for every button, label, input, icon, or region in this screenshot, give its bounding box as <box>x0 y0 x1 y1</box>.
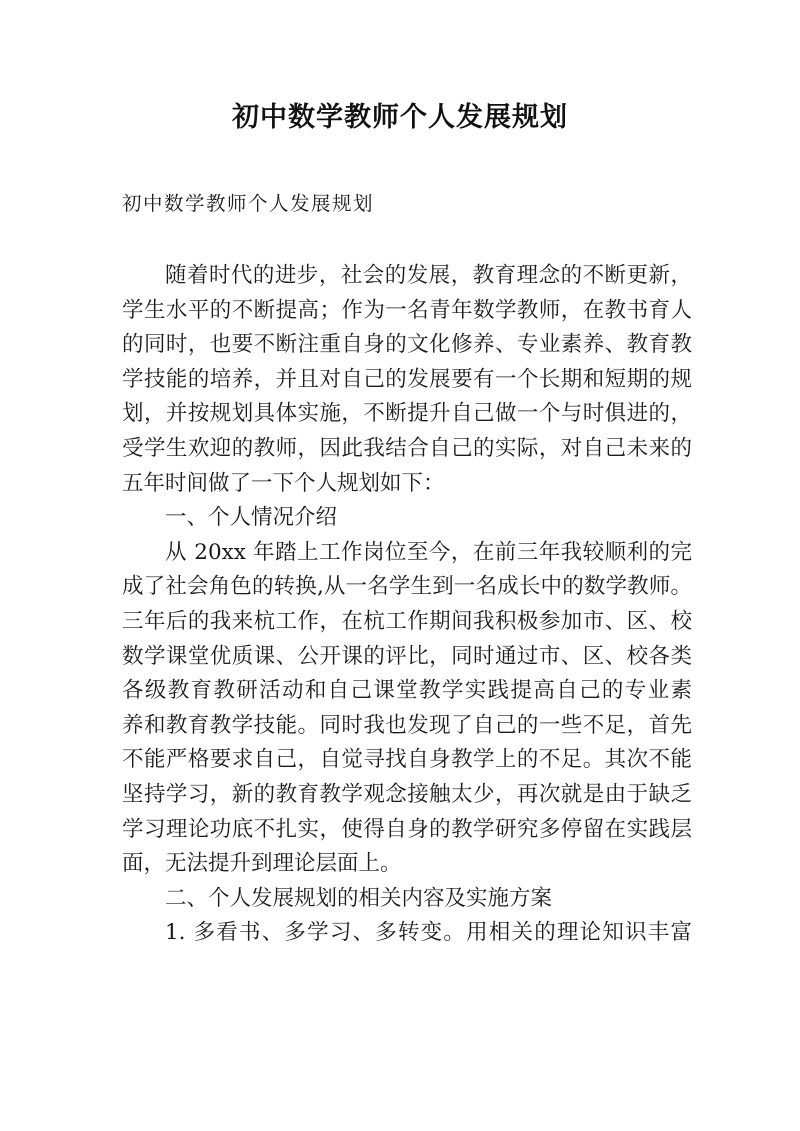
paragraph-line: 学生水平的不断提高；作为一名青年数学教师，在教书育人 <box>122 297 692 323</box>
paragraph-line: 的同时，也要不断注重自身的文化修养、专业素养、教育教 <box>122 332 692 358</box>
paragraph-line: 1. 多看书、多学习、多转变。用相关的理论知识丰富 <box>165 920 692 946</box>
paragraph-line: 一、个人情况介绍 <box>165 505 338 531</box>
document-body <box>122 259 692 951</box>
paragraph-line: 二、个人发展规划的相关内容及实施方案 <box>165 885 553 911</box>
paragraph-line: 数学课堂优质课、公开课的评比，同时通过市、区、校各类 <box>122 643 692 669</box>
paragraph-line: 从 20xx 年踏上工作岗位至今，在前三年我较顺利的完 <box>165 539 692 565</box>
paragraph-line: 不能严格要求自己，自觉寻找自身教学上的不足。其次不能 <box>122 747 692 773</box>
paragraph-line: 坚持学习，新的教育教学观念接触太少，再次就是由于缺乏 <box>122 781 692 807</box>
paragraph-line: 成了社会角色的转换,从一名学生到一名成长中的数学教师。 <box>122 574 692 600</box>
paragraph-line: 三年后的我来杭工作，在杭工作期间我积极参加市、区、校 <box>122 608 692 634</box>
paragraph-line: 五年时间做了一下个人规划如下： <box>122 470 445 496</box>
paragraph-line: 各级教育教研活动和自己课堂教学实践提高自己的专业素 <box>122 678 692 704</box>
document-title: 初中数学教师个人发展规划 <box>232 102 568 133</box>
paragraph-line: 养和教育教学技能。同时我也发现了自己的一些不足，首先 <box>122 712 692 738</box>
paragraph-line: 划，并按规划具体实施，不断提升自己做一个与时俱进的， <box>122 401 692 427</box>
paragraph-line: 受学生欢迎的教师，因此我结合自己的实际，对自己未来的 <box>122 435 692 461</box>
paragraph-line: 面，无法提升到理论层面上。 <box>122 851 402 877</box>
paragraph-line: 学技能的培养，并且对自己的发展要有一个长期和短期的规 <box>122 366 692 392</box>
paragraph-line: 随着时代的进步，社会的发展，教育理念的不断更新， <box>165 263 692 288</box>
paragraph-line: 学习理论功底不扎实，使得自身的教学研究多停留在实践层 <box>122 816 692 842</box>
document-subtitle: 初中数学教师个人发展规划 <box>122 192 375 215</box>
